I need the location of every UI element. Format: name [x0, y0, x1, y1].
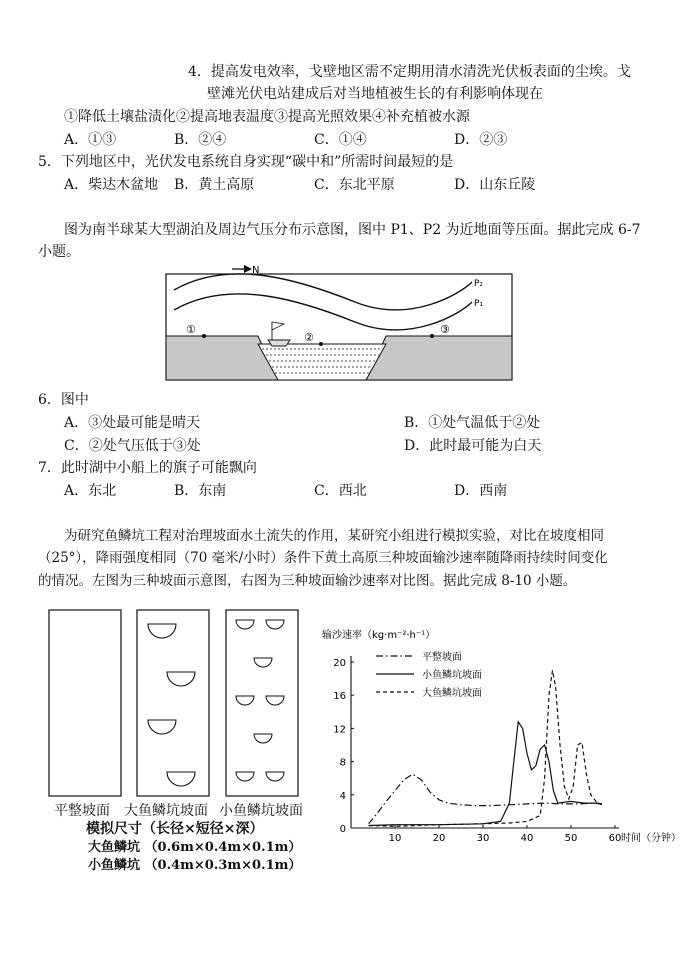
intro-8-10-line1: 为研究鱼鳞坑工程对治理坡面水土流失的作用，某研究小组进行模拟实验，对比在坡度相同 — [64, 528, 604, 544]
left-land — [166, 336, 278, 380]
p2-label: P₂ — [474, 279, 484, 289]
north-label: N — [252, 265, 260, 276]
flat-slope — [49, 610, 121, 796]
q5-option-a[interactable]: A．柴达木盆地 — [64, 177, 159, 193]
q4-option-d[interactable]: D．②③ — [454, 132, 508, 148]
x-tick-label: 30 — [476, 833, 490, 844]
q7-option-a[interactable]: A．东北 — [64, 483, 117, 499]
slope-label-flat: 平整坡面 — [54, 803, 110, 819]
q5-stem: 5．下列地区中，光伏发电系统自身实现“碳中和”所需时间最短的是 — [38, 154, 454, 170]
slope-diagram — [40, 606, 310, 798]
intro-6-7-line1: 图为南半球某大型湖泊及周边气压分布示意图，图中 P1、P2 为近地面等压面。据此完成 6-7 — [64, 222, 641, 238]
q6-option-c[interactable]: C．②处气压低于③处 — [64, 438, 201, 454]
y-tick-label: 4 — [339, 790, 346, 802]
point-3-label: ③ — [440, 323, 450, 336]
intro-8-10-line2: （25°），降雨强度相同（70 毫米/小时）条件下黄土高原三种坡面输沙速率随降雨持续时间变化 — [38, 550, 608, 566]
large-pit-slope — [137, 610, 209, 796]
sediment-rate-chart — [318, 622, 681, 852]
lake-pressure-diagram — [160, 260, 516, 382]
y-tick-label: 12 — [333, 724, 346, 736]
series-line-1 — [369, 774, 602, 824]
isobar-p1 — [174, 294, 472, 330]
x-tick-label: 10 — [388, 833, 402, 844]
q7-option-d[interactable]: D．西南 — [454, 483, 508, 499]
q4-stem-line1: 4．提高发电效率，戈壁地区需不定期用清水清洗光伏板表面的尘埃。戈 — [188, 64, 631, 80]
q6-option-d[interactable]: D．此时最可能为白天 — [404, 438, 542, 454]
x-axis-label: 时间（分钟） — [621, 833, 681, 844]
large-pits — [148, 624, 195, 786]
q5-option-d[interactable]: D．山东丘陵 — [454, 177, 536, 193]
point-3-dot — [430, 334, 434, 338]
q6-stem: 6．图中 — [38, 392, 89, 408]
x-tick-label: 60 — [608, 833, 622, 844]
x-tick-label: 50 — [564, 833, 578, 844]
series-line-2 — [369, 722, 602, 826]
q4-option-a[interactable]: A．①③ — [64, 132, 117, 148]
small-pit-slope — [226, 610, 298, 796]
y-tick-label: 20 — [333, 658, 346, 669]
boat-icon — [268, 322, 290, 346]
y-tick-label: 0 — [339, 824, 346, 835]
q5-option-b[interactable]: B．黄土高原 — [174, 177, 255, 193]
point-2-dot — [319, 342, 323, 346]
point-1-dot — [202, 334, 206, 338]
slope-label-large: 大鱼鳞坑坡面 — [124, 803, 208, 819]
q6-option-b[interactable]: B．①处气温低于②处 — [404, 415, 541, 431]
intro-6-7-line2: 小题。 — [38, 244, 80, 260]
q6-option-a[interactable]: A．③处最可能是晴天 — [64, 415, 201, 431]
small-pits — [236, 620, 284, 781]
x-tick-label: 20 — [432, 833, 446, 844]
q5-option-c[interactable]: C．东北平原 — [314, 177, 395, 193]
right-land — [366, 336, 512, 380]
small-pit-size: 小鱼鳞坑 （0.4m×0.3m×0.1m） — [88, 858, 302, 873]
y-tick-label: 8 — [339, 757, 346, 769]
point-2-label: ② — [304, 331, 314, 344]
flag-icon — [272, 322, 284, 330]
q4-stem-line2: 壁滩光伏电站建成后对当地植被生长的有利影响体现在 — [207, 86, 543, 102]
isobar-p2 — [174, 274, 472, 310]
size-title: 模拟尺寸（长径×短径×深） — [86, 821, 264, 837]
legend-label-2: 小鱼鳞坑坡面 — [422, 670, 482, 681]
intro-8-10-line3: 的情况。左图为三种坡面示意图，右图为三种坡面输沙速率对比图。据此完成 8-10 小题。 — [38, 573, 577, 589]
point-1-label: ① — [186, 323, 196, 336]
p1-label: P₁ — [474, 299, 484, 309]
q4-statements: ①降低土壤盐渍化②提高地表温度③提高光照效果④补充植被水源 — [64, 109, 470, 125]
series-line-3 — [369, 670, 602, 826]
large-pit-size: 大鱼鳞坑 （0.6m×0.4m×0.1m） — [88, 840, 302, 855]
q7-option-b[interactable]: B．东南 — [174, 483, 227, 499]
q4-option-c[interactable]: C．①④ — [314, 132, 367, 148]
legend-label-3: 大鱼鳞坑坡面 — [422, 688, 482, 699]
y-tick-label: 16 — [333, 691, 346, 703]
x-tick-label: 40 — [520, 833, 534, 844]
q4-option-b[interactable]: B．②④ — [174, 132, 227, 148]
y-axis-label: 输沙速率（kg·m⁻²·h⁻¹） — [322, 630, 436, 641]
north-arrow-head — [244, 265, 252, 273]
q7-stem: 7．此时湖中小船上的旗子可能飘向 — [38, 460, 257, 476]
legend-label-1: 平整坡面 — [422, 652, 462, 663]
slope-label-small: 小鱼鳞坑坡面 — [219, 803, 303, 819]
q7-option-c[interactable]: C．西北 — [314, 483, 367, 499]
